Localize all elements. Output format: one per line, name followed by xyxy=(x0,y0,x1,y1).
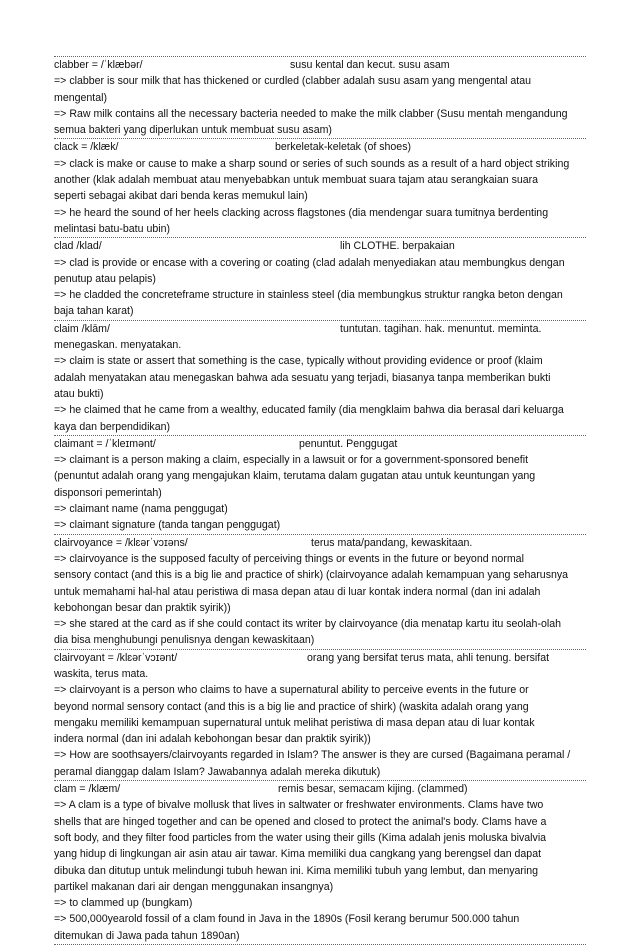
entry-line: => clairvoyance is the supposed faculty of perceiving things or events in the future or beyond normal xyxy=(54,552,524,565)
entry-line: beyond normal sensory contact (and this is a big lie and practice of shirk) (waskita adalah orang yang xyxy=(54,700,529,713)
headword: claimant = /ˈkleɪmənt/ xyxy=(54,437,156,450)
definition: tuntutan. tagihan. hak. menuntut. meminta. xyxy=(340,322,542,335)
entry-line: atau bukti) xyxy=(54,387,104,400)
entry-line: semua bakteri yang diperlukan untuk membuat susu asam) xyxy=(54,124,332,137)
entry-header xyxy=(54,321,586,337)
entry-line: penutup atau pelapis) xyxy=(54,272,156,285)
headword: clairvoyance = /klɛərˈvɔɪəns/ xyxy=(54,536,188,549)
entry-header xyxy=(54,650,586,666)
entry-line: dibuka dan ditutup untuk melindungi tubuh hewan ini. Kima memiliki tubuh yang lembut, dan menyaring xyxy=(54,864,539,877)
entry-line: => Raw milk contains all the necessary bacteria needed to make the milk clabber (Susu mentah mengandung xyxy=(54,107,568,120)
entry-line: => clad is provide or encase with a covering or coating (clad adalah menyediakan atau membungkus dengan xyxy=(54,256,565,269)
entry-line: kaya dan berpendidikan) xyxy=(54,420,171,433)
definition: remis besar, semacam kijing. (clammed) xyxy=(278,783,468,796)
entry-line: mengental) xyxy=(54,91,107,104)
entry-line: => clabber is sour milk that has thickened or curdled (clabber adalah susu asam yang mengental atau xyxy=(54,75,531,88)
dictionary-entry-claimant xyxy=(54,436,586,535)
entry-line: => claimant is a person making a claim, especially in a lawsuit or for a government-sponsored benefit xyxy=(54,454,529,467)
entry-line: => clack is make or cause to make a sharp sound or series of such sounds as a result of a hard object striking xyxy=(54,157,570,170)
headword: clairvoyant = /klɛərˈvɔɪənt/ xyxy=(54,651,178,664)
entry-line: indera normal (dan ini adalah kebohongan besar dan praktik syirik)) xyxy=(54,733,371,746)
entry-line: peramal dianggap dalam Islam? Jawabannya adalah mereka dikutuk) xyxy=(54,765,381,778)
entry-line: (penuntut adalah orang yang mengajukan klaim, terutama dalam gugatan atau untuk keuntungan yang xyxy=(54,470,536,483)
definition: penuntut. Penggugat xyxy=(299,437,398,450)
entry-line: adalah menyatakan atau menegaskan bahwa ada sesuatu yang terjadi, biasanya tanpa memberikan bukti xyxy=(54,371,551,384)
entry-line: => A clam is a type of bivalve mollusk that lives in saltwater or freshwater environments. Clams have two xyxy=(54,799,544,812)
entry-line: => claim is state or assert that something is the case, typically without providing evidence or proof (klaim xyxy=(54,355,543,368)
entry-line: melintasi batu-batu ubin) xyxy=(54,222,171,235)
entry-line: kebohongan besar dan praktik syirik)) xyxy=(54,601,231,614)
entry-line: => he heard the sound of her heels clacking across flagstones (dia mendengar suara tumitnya berdenting xyxy=(54,206,549,219)
headword: clam = /klæm/ xyxy=(54,783,121,796)
entry-header xyxy=(54,436,586,452)
definition: susu kental dan kecut. susu asam xyxy=(290,59,450,71)
dictionary-entry-clabber xyxy=(54,56,586,139)
entry-line: ditemukan di Jawa pada tahun 1890an) xyxy=(54,929,240,942)
headword: claim /klām/ xyxy=(54,322,110,335)
entry-line: untuk memahami hal-hal atau peristiwa di masa depan atau di luar kontak indera normal (dan ini adalah xyxy=(54,585,541,598)
entry-header xyxy=(54,57,586,73)
entry-line: yang hidup di lingkungan air asin atau air tawar. Kima memiliki dua cangkang yang berengsel dan dapat xyxy=(54,848,542,861)
entry-line: partikel makanan dari air dengan menggunakan insangnya) xyxy=(54,880,334,893)
entry-header xyxy=(54,139,586,155)
entry-line: => he cladded the concreteframe structure in stainless steel (dia membungkus struktur rangka beton dengan xyxy=(54,289,563,302)
entry-line: => he claimed that he came from a wealthy, educated family (dia mengklaim bahwa dia berasal dari keluarga xyxy=(54,404,564,417)
dictionary-page xyxy=(54,56,586,945)
definition: terus mata/pandang, kewaskitaan. xyxy=(311,536,473,549)
entry-line: dia bisa menghubungi penulisnya dengan kewaskitaan) xyxy=(54,634,315,647)
entry-line: => 500,000yearold fossil of a clam found in Java in the 1890s (Fosil kerang berumur 500.000 tahun xyxy=(54,913,520,926)
definition: lih CLOTHE. berpakaian xyxy=(340,240,455,253)
dictionary-entry-clam xyxy=(54,781,586,945)
headword: clad /klad/ xyxy=(54,240,102,253)
dictionary-entry-clairvoyant xyxy=(54,650,586,781)
dictionary-entry-clairvoyance xyxy=(54,535,586,650)
definition-continued: menegaskan. menyatakan. xyxy=(54,339,182,352)
entry-line: disponsori pemerintah) xyxy=(54,486,162,499)
entry-line: mengaku memiliki kemampuan supernatural untuk melihat peristiwa di masa depan atau di luar kontak xyxy=(54,716,535,729)
definition: orang yang bersifat terus mata, ahli tenung. bersifat xyxy=(307,651,550,664)
entry-line: another (klak adalah membuat atau menyebabkan untuk membuat suara tajam atau serangkaian suara xyxy=(54,174,539,187)
entry-line: => clairvoyant is a person who claims to have a supernatural ability to perceive events in the future or xyxy=(54,684,529,697)
definition-continued: waskita, terus mata. xyxy=(54,667,149,680)
entry-line: => she stared at the card as if she could contact its writer by clairvoyance (dia menatap kartu itu seolah-olah xyxy=(54,618,561,631)
headword: clack = /klæk/ xyxy=(54,141,119,154)
dictionary-entry-clack xyxy=(54,139,586,238)
entry-line: => claimant name (nama penggugat) xyxy=(54,503,228,516)
definition: berkeletak-keletak (of shoes) xyxy=(275,141,412,154)
entry-line: seperti sebagai akibat dari benda keras memukul lain) xyxy=(54,190,308,203)
entry-line: soft body, and they filter food particles from the water using their gills (Kima adalah jenis moluska bivalvia xyxy=(54,831,547,844)
headword: clabber = /ˈklæbər/ xyxy=(54,59,143,71)
entry-line: => to clammed up (bungkam) xyxy=(54,897,193,910)
dictionary-entry-claim xyxy=(54,321,586,436)
entry-line: shells that are hinged together and can be opened and closed to protect the animal's body. Clams have a xyxy=(54,815,547,828)
entry-line: => How are soothsayers/clairvoyants regarded in Islam? The answer is they are cursed (Bagaimana peramal / xyxy=(54,749,571,762)
entry-line: => claimant signature (tanda tangan penggugat) xyxy=(54,519,281,532)
entry-line: sensory contact (and this is a big lie and practice of shirk) (clairvoyance adalah kemampuan yang seharusnya xyxy=(54,569,569,582)
entry-header xyxy=(54,238,586,254)
entry-header xyxy=(54,535,586,551)
entry-line: baja tahan karat) xyxy=(54,305,134,318)
entry-header xyxy=(54,781,586,797)
dictionary-entry-clad xyxy=(54,238,586,320)
